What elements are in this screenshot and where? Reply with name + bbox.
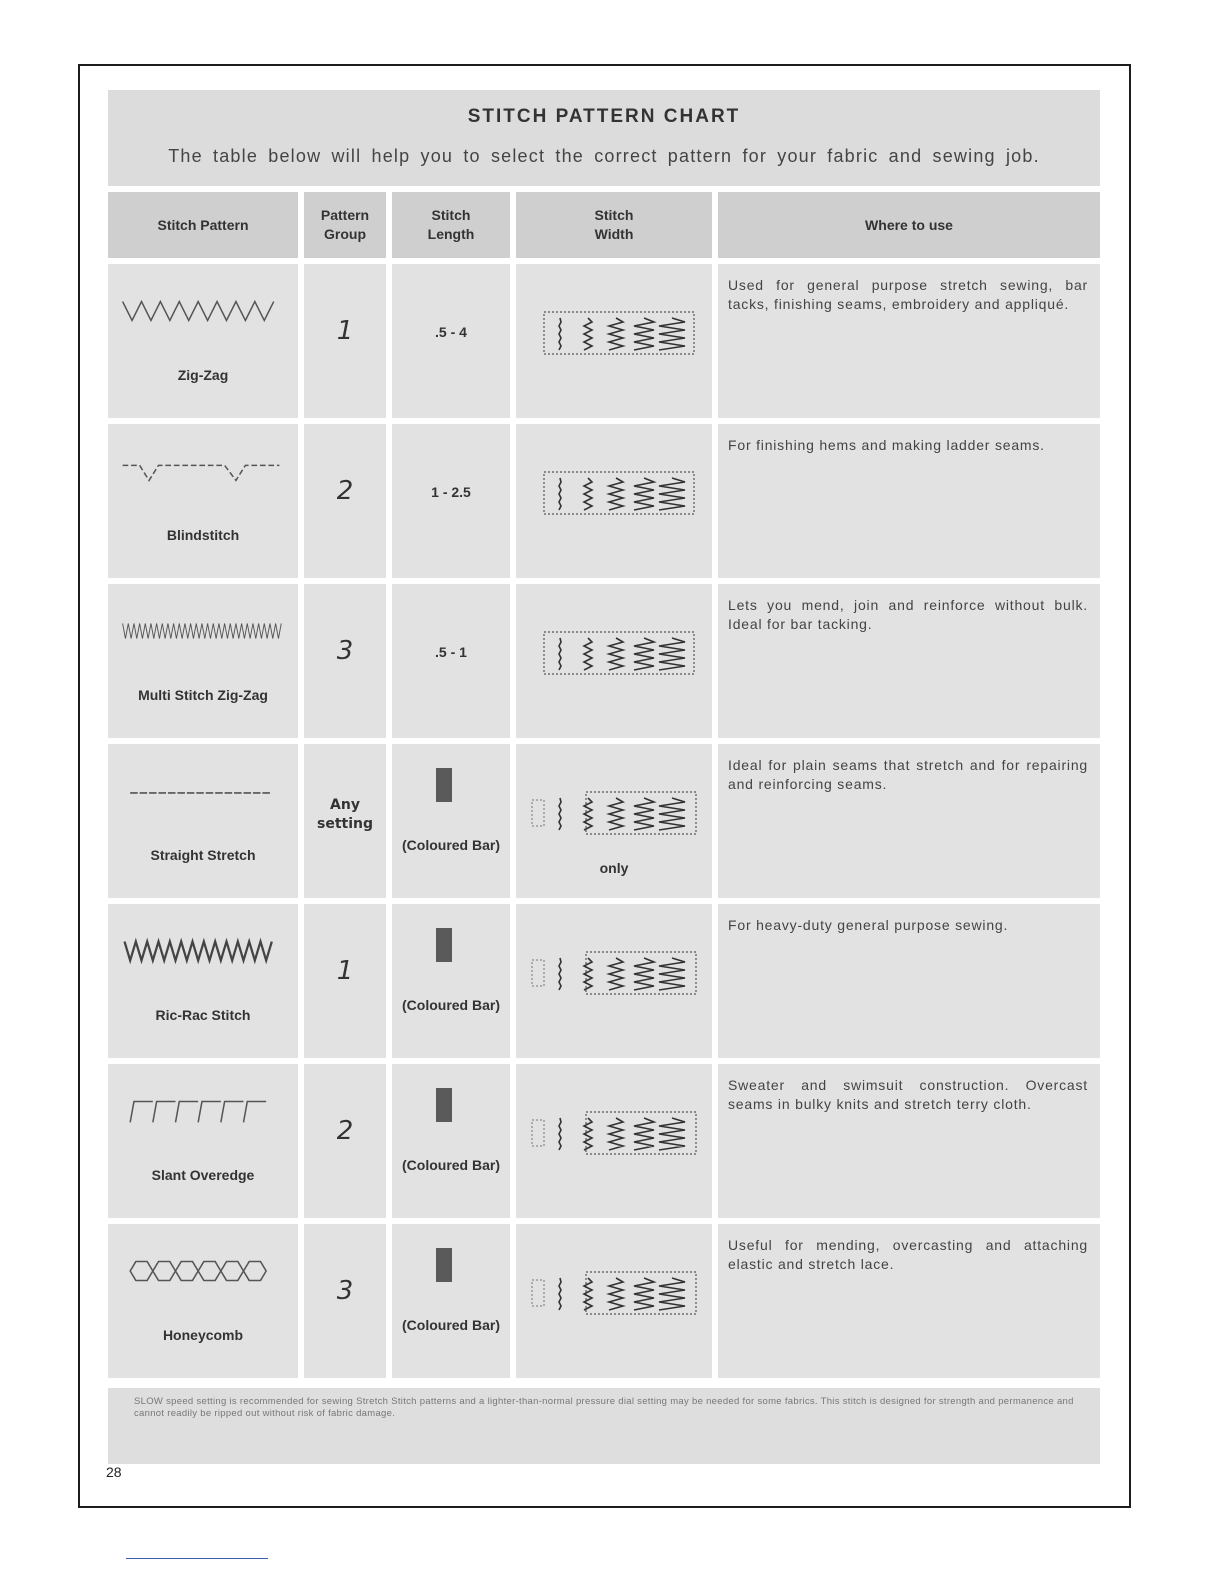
usage-text: Lets you mend, join and reinforce without bulk. Ideal for bar tacking. xyxy=(728,597,1088,632)
stitch-width-cell xyxy=(516,584,712,738)
stitch-width-dial-icon xyxy=(530,308,698,360)
multi-stitch-zigzag-icon xyxy=(116,614,286,648)
table-row xyxy=(108,1224,1100,1378)
stitch-length-cell xyxy=(392,1224,510,1378)
stitch-length: (Coloured Bar) xyxy=(402,1317,500,1333)
pattern-group-cell xyxy=(304,1064,386,1218)
pattern-group: Any setting xyxy=(317,797,373,832)
table-row xyxy=(108,264,1100,418)
header-stitch-pattern: Stitch Pattern xyxy=(108,192,298,258)
usage-text: For finishing hems and making ladder seams. xyxy=(728,437,1045,453)
stitch-width-dial-icon xyxy=(530,948,698,1000)
stitch-length: .5 - 4 xyxy=(435,324,467,340)
chart-header xyxy=(108,90,1100,186)
stitch-length-cell xyxy=(392,584,510,738)
stitch-width-cell xyxy=(516,904,712,1058)
where-to-use-cell xyxy=(718,1064,1100,1218)
stitch-width-cell xyxy=(516,264,712,418)
slant-overedge-icon xyxy=(116,1094,286,1128)
pattern-group-cell xyxy=(304,744,386,898)
stitch-pattern-cell xyxy=(108,424,298,578)
stitch-width-dial-icon xyxy=(530,788,698,840)
coloured-bar-icon xyxy=(436,928,452,962)
where-to-use-cell xyxy=(718,264,1100,418)
stitch-length-cell xyxy=(392,424,510,578)
header-where-to-use: Where to use xyxy=(718,192,1100,258)
where-to-use-cell xyxy=(718,1224,1100,1378)
pattern-group: 1 xyxy=(336,316,354,346)
blindstitch-icon xyxy=(116,454,286,488)
where-to-use-cell xyxy=(718,744,1100,898)
where-to-use-cell xyxy=(718,584,1100,738)
pattern-group: 3 xyxy=(336,1276,354,1306)
table-row xyxy=(108,424,1100,578)
footnote xyxy=(108,1388,1100,1464)
coloured-bar-icon xyxy=(436,1248,452,1282)
stitch-name: Multi Stitch Zig-Zag xyxy=(138,687,268,703)
header-pattern-group: Pattern Group xyxy=(304,192,386,258)
table-row xyxy=(108,904,1100,1058)
pattern-group-cell xyxy=(304,1224,386,1378)
page-title: STITCH PATTERN CHART xyxy=(467,106,741,127)
pattern-group: 2 xyxy=(336,1116,354,1146)
pattern-group: 2 xyxy=(336,476,354,506)
stitch-length: (Coloured Bar) xyxy=(402,1157,500,1173)
stitch-length-cell xyxy=(392,744,510,898)
stitch-name: Zig-Zag xyxy=(177,367,229,383)
footnote-text: SLOW speed setting is recommended for sewing Stretch Stitch patterns and a lighter-than-normal pressure dial setting may be needed for some fabrics. This stitch is designed for strength and permanence and cannot readily be ripped out without risk of fabric damage. xyxy=(134,1396,1074,1419)
usage-text: Used for general purpose stretch sewing, bar tacks, finishing seams, embroidery and appliqué. xyxy=(728,277,1088,312)
stitch-width-cell xyxy=(516,1064,712,1218)
stitch-length-cell xyxy=(392,1064,510,1218)
link-underline xyxy=(126,1558,268,1559)
pattern-group-cell xyxy=(304,904,386,1058)
straight-stretch-icon xyxy=(116,774,286,808)
stitch-pattern-cell xyxy=(108,744,298,898)
table-row xyxy=(108,744,1100,898)
header-stitch-width: Stitch Width xyxy=(516,192,712,258)
coloured-bar-icon xyxy=(436,1088,452,1122)
stitch-pattern-cell xyxy=(108,1224,298,1378)
usage-text: Sweater and swimsuit construction. Overcast seams in bulky knits and stretch terry cloth. xyxy=(728,1077,1088,1112)
stitch-pattern-cell xyxy=(108,584,298,738)
page-subtitle: The table below will help you to select the correct pattern for your fabric and sewing job. xyxy=(168,146,1040,166)
where-to-use-cell xyxy=(718,904,1100,1058)
pattern-group: 3 xyxy=(336,636,354,666)
honeycomb-stitch-icon xyxy=(116,1254,286,1288)
stitch-length-cell xyxy=(392,264,510,418)
stitch-name: Slant Overedge xyxy=(151,1167,255,1183)
page-number: 28 xyxy=(106,1464,122,1480)
stitch-pattern-cell xyxy=(108,264,298,418)
table-row xyxy=(108,1064,1100,1218)
stitch-width-dial-icon xyxy=(530,1268,698,1320)
table-row xyxy=(108,584,1100,738)
stitch-name: Ric-Rac Stitch xyxy=(155,1007,251,1023)
stitch-width-cell xyxy=(516,1224,712,1378)
stitch-pattern-cell xyxy=(108,1064,298,1218)
pattern-group-cell xyxy=(304,264,386,418)
zigzag-stitch-icon xyxy=(116,294,286,328)
pattern-group-cell xyxy=(304,424,386,578)
stitch-name: Honeycomb xyxy=(162,1327,244,1343)
stitch-width-cell xyxy=(516,424,712,578)
stitch-pattern-cell xyxy=(108,904,298,1058)
stitch-length: 1 - 2.5 xyxy=(431,484,471,500)
ric-rac-stitch-icon xyxy=(116,934,286,968)
coloured-bar-icon xyxy=(436,768,452,802)
width-note: only xyxy=(599,860,629,876)
stitch-name: Blindstitch xyxy=(166,527,240,543)
stitch-name: Straight Stretch xyxy=(150,847,256,863)
usage-text: Ideal for plain seams that stretch and for repairing and reinforcing seams. xyxy=(728,757,1088,792)
stitch-length: (Coloured Bar) xyxy=(402,997,500,1013)
usage-text: For heavy-duty general purpose sewing. xyxy=(728,917,1009,933)
stitch-width-dial-icon xyxy=(530,628,698,680)
pattern-group-cell xyxy=(304,584,386,738)
pattern-group: 1 xyxy=(336,956,354,986)
stitch-width-dial-icon xyxy=(530,468,698,520)
where-to-use-cell xyxy=(718,424,1100,578)
stitch-width-dial-icon xyxy=(530,1108,698,1160)
usage-text: Useful for mending, overcasting and attaching elastic and stretch lace. xyxy=(728,1237,1088,1272)
stitch-length: (Coloured Bar) xyxy=(402,837,500,853)
stitch-length-cell xyxy=(392,904,510,1058)
header-stitch-length: Stitch Length xyxy=(392,192,510,258)
stitch-length: .5 - 1 xyxy=(435,644,467,660)
stitch-width-cell xyxy=(516,744,712,898)
